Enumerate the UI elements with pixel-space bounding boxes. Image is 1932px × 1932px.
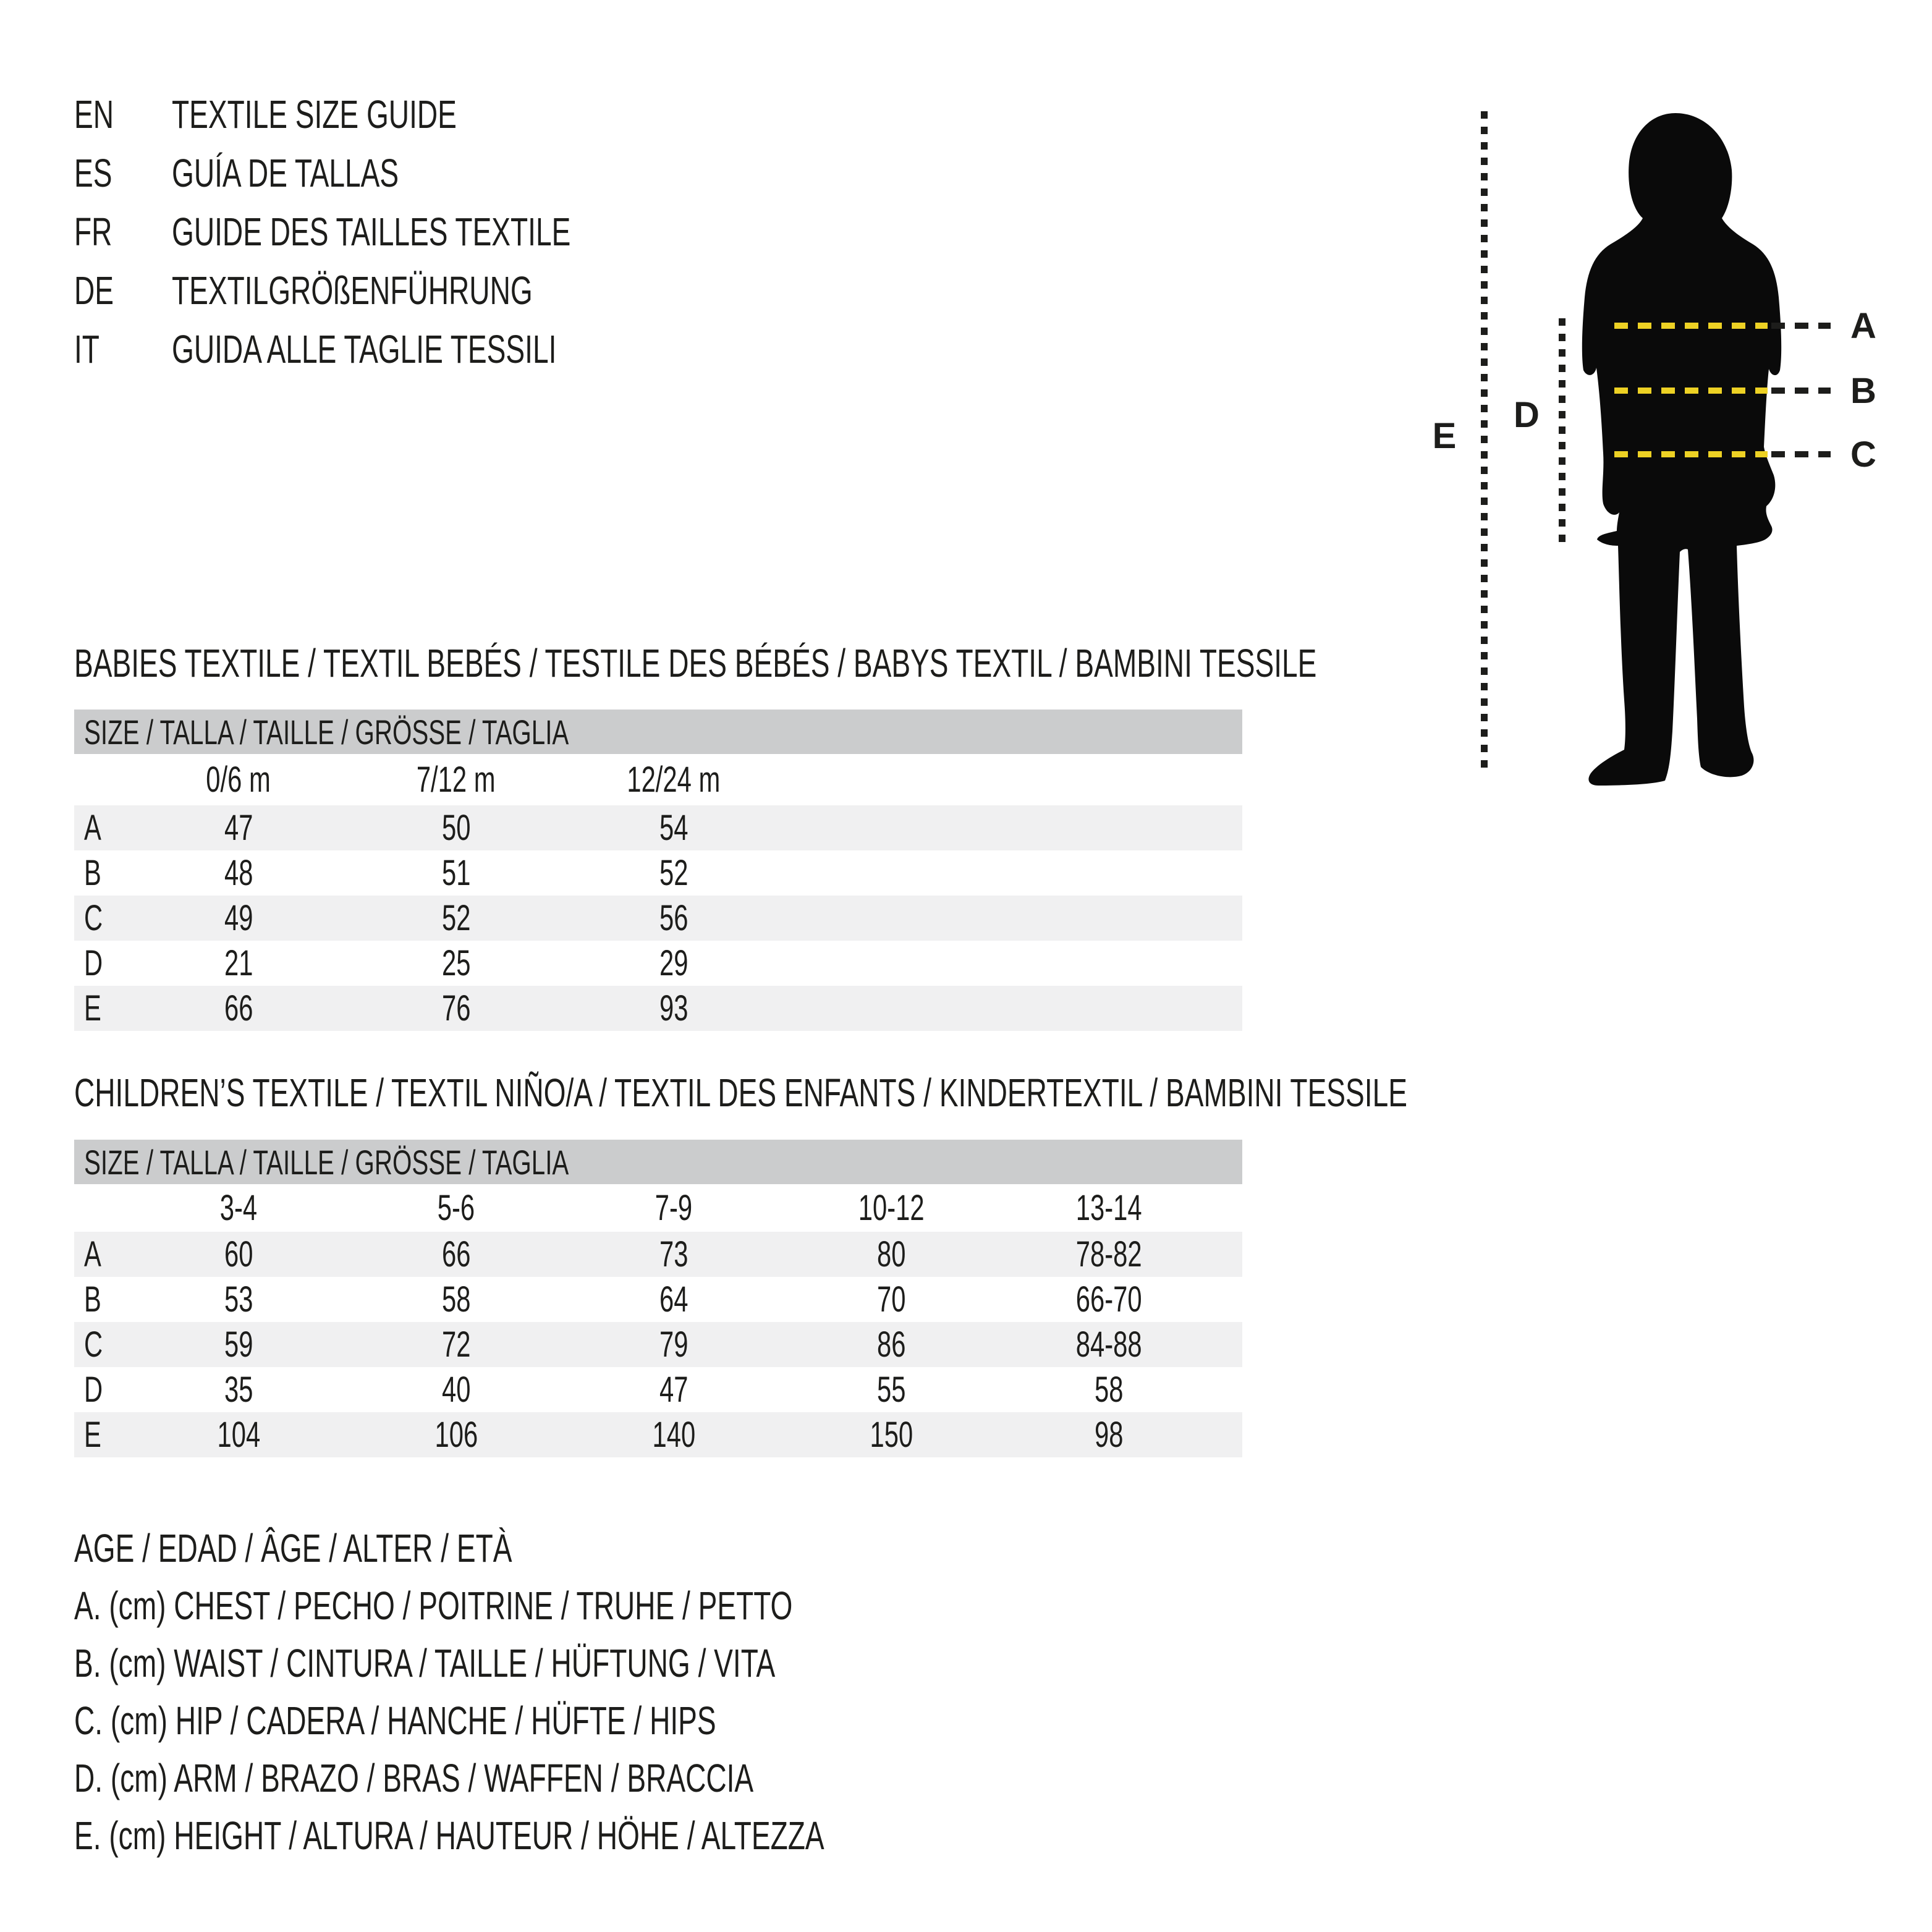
children-col-0: 3-4	[219, 1188, 258, 1228]
hip-c-dash-black	[1771, 451, 1831, 457]
measurement-legend	[74, 1519, 1116, 1864]
chest-a-dash-yellow	[1614, 323, 1768, 329]
legend-waist: B. (cm) WAIST / CINTURA / TAILLE / HÜFTUNG / VITA	[74, 1640, 776, 1685]
hip-c-dash-yellow	[1614, 451, 1768, 457]
babies-column-header-row	[74, 754, 1242, 805]
babies-col-2: 12/24 m	[627, 760, 721, 800]
table-row: E 66 76 93	[74, 986, 1242, 1031]
babies-section-title: BABIES TEXTILE / TEXTIL BEBÉS / TESTILE DES BÉBÉS / BABYS TEXTIL / BAMBINI TESSILE	[74, 641, 1317, 685]
babies-col-0: 0/6 m	[206, 760, 271, 800]
table-row: E 104 106 140 150 98	[74, 1412, 1242, 1457]
lang-code-en: EN	[74, 91, 114, 137]
lang-label-en: TEXTILE SIZE GUIDE	[172, 91, 457, 137]
table-row: A 60 66 73 80 78-82	[74, 1232, 1242, 1277]
table-row: D 35 40 47 55 58	[84, 1370, 1124, 1410]
children-column-header-row	[74, 1184, 1242, 1232]
lang-row-de	[74, 261, 726, 320]
lang-label-es: GUÍA DE TALLAS	[172, 150, 399, 195]
lang-row-en	[74, 85, 726, 143]
chest-a-dash-black	[1771, 323, 1831, 329]
figure-label-e: E	[1432, 415, 1457, 456]
lang-code-es: ES	[74, 150, 112, 195]
babies-table	[74, 710, 1242, 1031]
figure-label-c: C	[1850, 434, 1876, 475]
table-row: B 53 58 64 70 66-70	[84, 1279, 1142, 1320]
table-row: B 48 51 52	[84, 853, 688, 893]
figure-label-b: B	[1850, 370, 1876, 411]
table-row: C 59 72 79 86 84-88	[74, 1322, 1242, 1367]
legend-height: E. (cm) HEIGHT / ALTURA / HAUTEUR / HÖHE / ALTEZZA	[74, 1813, 824, 1858]
table-row: D 21 25 29	[84, 943, 688, 983]
children-size-header-bar: SIZE / TALLA / TAILLE / GRÖSSE / TAGLIA	[74, 1140, 1242, 1184]
language-title-block	[74, 85, 726, 378]
children-table	[74, 1140, 1242, 1457]
lang-row-fr	[74, 202, 726, 261]
child-silhouette-figure	[1580, 113, 1784, 787]
lang-code-fr: FR	[74, 209, 112, 254]
lang-code-it: IT	[74, 326, 100, 371]
arm-d-dotted-line	[1559, 318, 1566, 544]
legend-age: AGE / EDAD / ÂGE / ALTER / ETÀ	[74, 1525, 512, 1570]
babies-col-1: 7/12 m	[417, 760, 496, 800]
lang-row-es	[74, 143, 726, 202]
table-row: A 47 50 54	[74, 805, 1242, 850]
legend-chest: A. (cm) CHEST / PECHO / POITRINE / TRUHE / PETTO	[74, 1583, 793, 1628]
lang-row-it	[74, 320, 726, 378]
figure-label-d: D	[1514, 394, 1540, 435]
children-section-title: CHILDREN’S TEXTILE / TEXTIL NIÑO/A / TEXTIL DES ENFANTS / KINDERTEXTIL / BAMBINI TESSILE	[74, 1070, 1407, 1115]
waist-b-dash-black	[1771, 388, 1831, 394]
waist-b-dash-yellow	[1614, 388, 1768, 394]
lang-label-it: GUIDA ALLE TAGLIE TESSILI	[172, 326, 557, 371]
babies-size-header-bar: SIZE / TALLA / TAILLE / GRÖSSE / TAGLIA	[74, 710, 1242, 754]
lang-label-de: TEXTILGRÖßENFÜHRUNG	[172, 268, 533, 313]
lang-label-fr: GUIDE DES TAILLES TEXTILE	[172, 209, 571, 254]
children-col-4: 13-14	[1075, 1188, 1142, 1228]
table-row: C 49 52 56	[74, 896, 1242, 941]
legend-arm: D. (cm) ARM / BRAZO / BRAS / WAFFEN / BRACCIA	[74, 1755, 754, 1800]
children-col-1: 5-6	[437, 1188, 475, 1228]
figure-label-a: A	[1850, 305, 1876, 346]
children-col-3: 10-12	[858, 1188, 925, 1228]
children-col-2: 7-9	[655, 1188, 693, 1228]
legend-hip: C. (cm) HIP / CADERA / HANCHE / HÜFTE / HIPS	[74, 1698, 716, 1743]
lang-code-de: DE	[74, 268, 114, 313]
